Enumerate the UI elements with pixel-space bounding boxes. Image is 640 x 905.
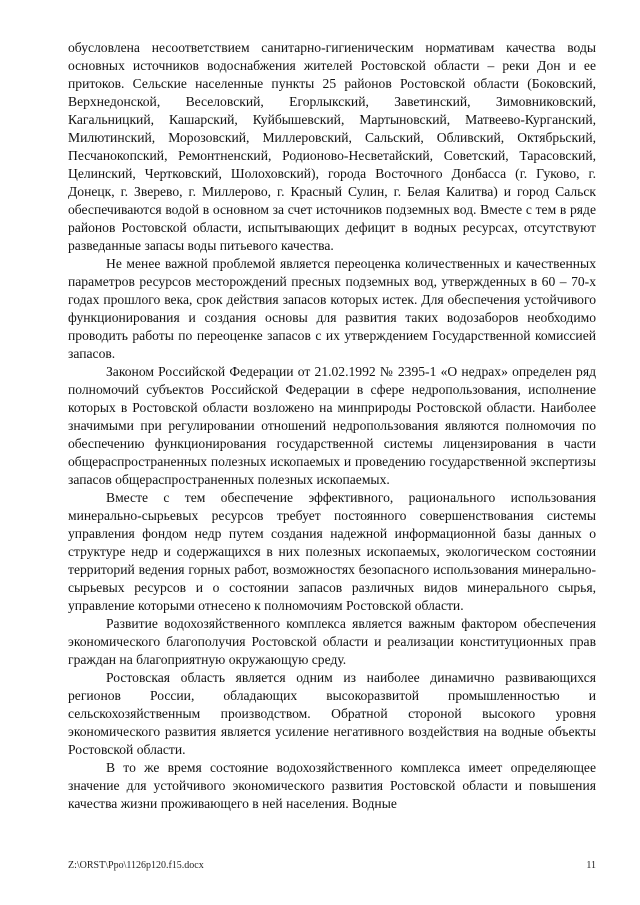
paragraph-management-system: Вместе с тем обеспечение эффективного, рационального использования минерально-сырьевых ресурсов требует постоянного совершенствования системы управления фондом недр путем создания надежной информационной базы данных о структуре недр и содержащихся в них полезных ископаемых, экологическом состоянии территорий ведения горных работ, возможностях безопасного использования минерально-сырьевых ресурсов и о состоянии запасов различных видов минерального сырья, управление которыми отнесено к полномочиям Ростовской области. — [68, 490, 596, 613]
page-number: 11 — [586, 860, 596, 871]
paragraph-water-complex: Развитие водохозяйственного комплекса является важным фактором обеспечения экономического благополучия Ростовской области и реализации конституционных прав граждан на благоприятную окружающую среду. — [68, 616, 596, 667]
paragraph-continuation: обусловлена несоответствием санитарно-гигиеническим нормативам качества воды основных источников водоснабжения жителей Ростовской области – реки Дон и ее притоков. Сельские населенные пункты 25 районов Ростовской области (Боковский, Верхнедонской, Веселовский, Егорлыкский, Заветинский, Зимовниковский, Кагальницкий, Кашарский, Куйбышевский, Мартыновский, Матвеево-Курганский, Милютинский, Морозовский, Миллеровский, Сальский, Обливский, Октябрьский, Песчанокопский, Ремонтненский, Родионово-Несветайский, Советский, Тарасовский, Целинский, Чертковский, Шолоховский), города Восточного Донбасса (г. Гуково, г. Донецк, г. Зверево, г. Миллерово, г. Красный Сулин, г. Белая Калитва) и город Сальск обеспечиваются водой в основном за счет источников подземных вод. Вместе с тем в ряде районов Ростовской области, испытывающих дефицит в водных ресурсах, отсутствуют разведанные запасы воды питьевого качества. — [68, 40, 596, 253]
paragraph-water-state: В то же время состояние водохозяйственного комплекса имеет определяющее значение для устойчивого экономического развития Ростовской области и повышения качества жизни проживающего в ней населения. Водные — [68, 760, 596, 811]
file-path: Z:\ORST\Ppo\1126p120.f15.docx — [68, 860, 204, 871]
page-footer — [68, 860, 596, 871]
document-body — [68, 39, 596, 813]
paragraph-rostov-region: Ростовская область является одним из наиболее динамично развивающихся регионов России, обладающих высокоразвитой промышленностью и сельскохозяйственным производством. Обратной стороной высокого уровня экономического развития является усиление негативного воздействия на водные объекты Ростовской области. — [68, 670, 596, 757]
paragraph-law-subsoil: Законом Российской Федерации от 21.02.1992 № 2395-1 «О недрах» определен ряд полномочий субъектов Российской Федерации в сфере недропользования, исполнение которых в Ростовской области возложено на минприроды Ростовской области. Наиболее значимыми при регулировании отношений недропользования являются полномочия по обеспечению функционирования государственной системы лицензирования в части общераспространенных полезных ископаемых и проведению государственной экспертизы запасов общераспространенных полезных ископаемых. — [68, 364, 596, 487]
paragraph-reassessment: Не менее важной проблемой является переоценка количественных и качественных параметров ресурсов месторождений пресных подземных вод, утвержденных в 60 – 70-х годах прошлого века, срок действия запасов которых истек. Для обеспечения устойчивого функционирования и создания основы для развития таких водозаборов необходимо проводить работы по переоценке запасов с их утверждением Государственной комиссией запасов. — [68, 256, 596, 361]
